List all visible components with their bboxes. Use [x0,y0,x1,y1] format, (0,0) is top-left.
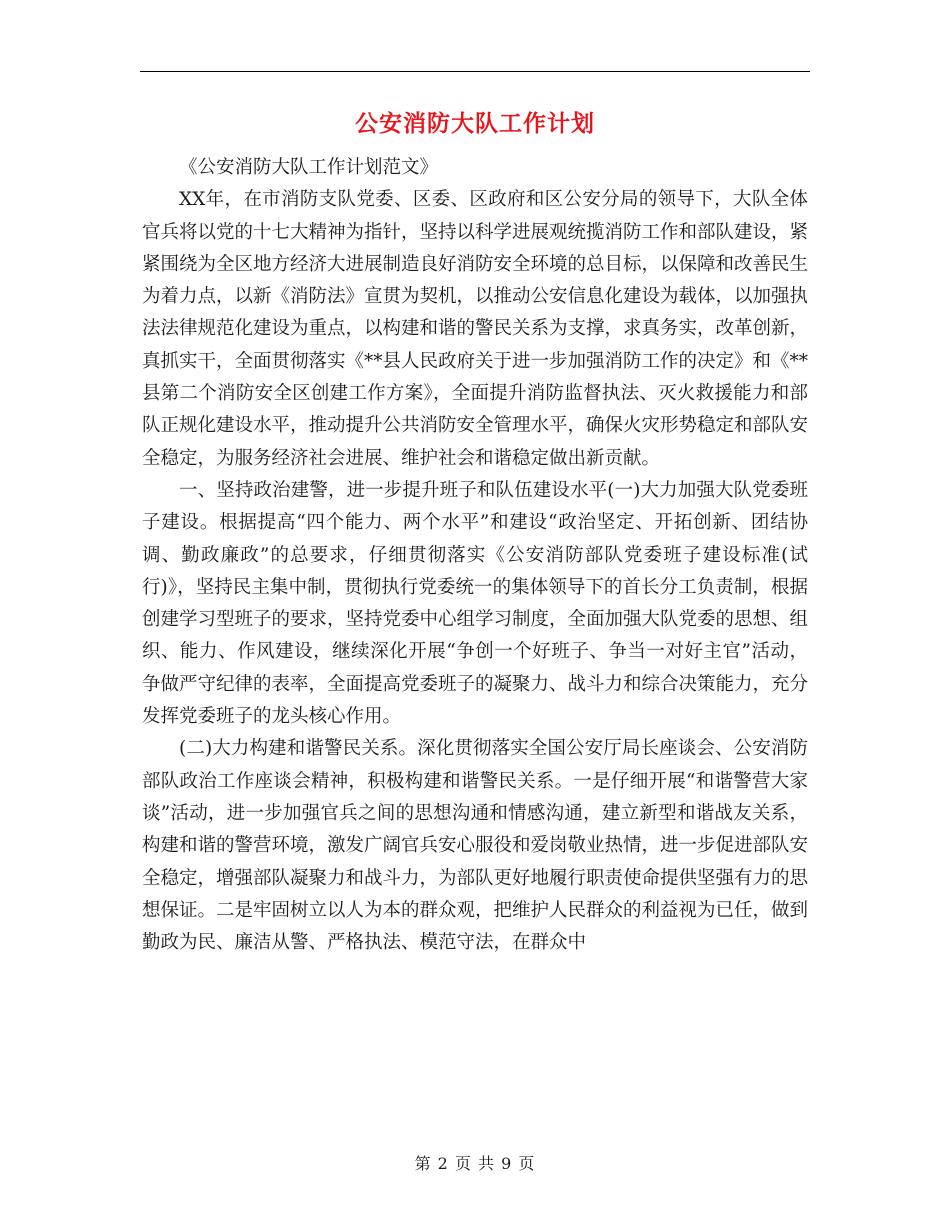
page-footer: 第 2 页 共 9 页 [414,1154,536,1173]
paragraph-section-two: (二)大力构建和谐警民关系。深化贯彻落实全国公安厅局长座谈会、公安消防部队政治工作座谈会精神，积极构建和谐警民关系。一是仔细开展“和谐警营大家谈”活动，进一步加强官兵之间的思想沟通和情感沟通，建立新型和谐战友关系，构建和谐的警营环境，激发广阔官兵安心服役和爱岗敬业热情，进一步促进部队安全稳定，增强部队凝聚力和战斗力，为部队更好地履行职责使命提供坚强有力的思想保证。二是牢固树立以人为本的群众观，把维护人民群众的利益视为已任，做到勤政为民、廉洁从警、严格执法、模范守法，在群众中 [142,738,809,954]
document-title: 公安消防大队工作计划 [355,110,595,137]
paragraph-intro: XX年，在市消防支队党委、区委、区政府和区公安分局的领导下，大队全体官兵将以党的十七大精神为指针，坚持以科学进展观统揽消防工作和部队建设，紧紧围绕为全区地方经济大进展制造良好消防安全环境的总目标，以保障和改善民生为着力点，以新《消防法》宣贯为契机，以推动公安信息化建设为载体，以加强执法法律规范化建设为重点，以构建和谐的警民关系为支撑，求真务实，改革创新，真抓实干，全面贯彻落实《**县人民政府关于进一步加强消防工作的决定》和《**县第二个消防安全区创建工作方案》，全面提升消防监督执法、灭火救援能力和部队正规化建设水平，推动提升公共消防安全管理水平，确保火灾形势稳定和部队安全稳定，为服务经济社会进展、维护社会和谐稳定做出新贡献。 [142,189,809,469]
paragraph-section-one: 一、坚持政治建警，进一步提升班子和队伍建设水平(一)大力加强大队党委班子建设。根据提高“四个能力、两个水平”和建设“政治坚定、开拓创新、团结协调、勤政廉政”的总要求，仔细贯彻落实《公安消防部队党委班子建设标准(试行)》，坚持民主集中制，贯彻执行党委统一的集体领导下的首长分工负责制，根据创建学习型班子的要求，坚持党委中心组学习制度，全面加强大队党委的思想、组织、能力、作风建设，继续深化开展“争创一个好班子、争当一对好主官”活动，争做严守纪律的表率，全面提高党委班子的凝聚力、战斗力和综合决策能力，充分发挥党委班子的龙头核心作用。 [142,479,809,728]
document-body [142,152,808,959]
paragraph-subtitle: 《公安消防大队工作计划范文》 [179,157,439,178]
header-rule [140,71,810,72]
